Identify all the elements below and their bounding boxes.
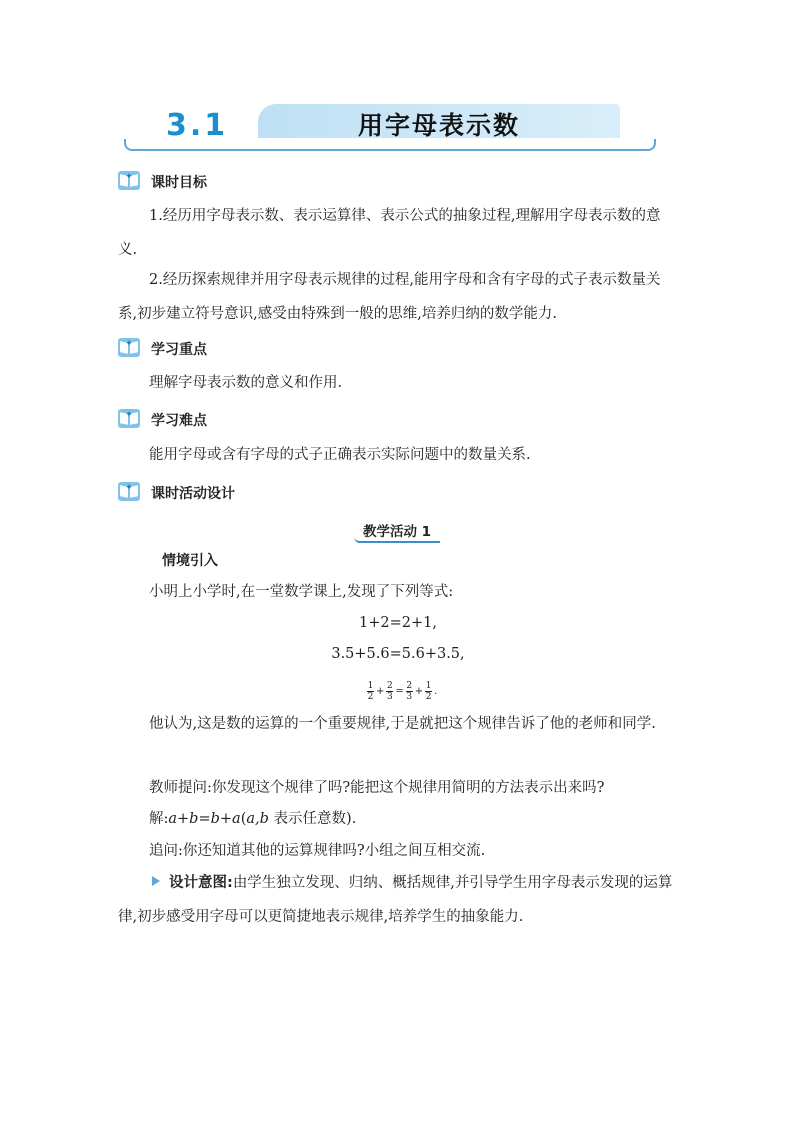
solution-formula: a+b=b+a — [168, 811, 241, 827]
section-difficulties-label: 学习难点 — [151, 413, 207, 429]
follow-up-question: 追问:你还知道其他的运算规律吗?小组之间互相交流. — [149, 843, 486, 859]
section-goals-label: 课时目标 — [151, 175, 207, 191]
section-activity-design-label: 课时活动设计 — [151, 486, 235, 502]
fraction: $\frac{2}{3}$ — [406, 680, 413, 702]
design-intent-label: 设计意图: — [169, 875, 233, 891]
equation-2: 3.5+5.6=5.6+3.5, — [331, 646, 465, 662]
goal-2: 2.经历探索规律并用字母表示规律的过程,能用字母和含有字母的式子表示数量关系,初步建立符号意识,感受由特殊到一般的思维,培养归纳的数学能力. — [118, 272, 661, 322]
fraction: $\frac{1}{2}$ — [425, 680, 432, 702]
equation-3: $\frac{1}{2}$ + $\frac{2}{3}$ = $\frac{2}{3}$ + $\frac{1}{2}$ . — [367, 680, 438, 702]
design-intent — [118, 866, 678, 934]
key-points-text: 理解字母表示数的意义和作用. — [149, 375, 343, 391]
solution: 解:a+b=b+a(a,b 表示任意数). — [149, 811, 357, 827]
goal-1: 1.经历用字母表示数、表示运算律、表示公式的抽象过程,理解用字母表示数的意义. — [118, 208, 661, 258]
intro-text: 小明上小学时,在一堂数学课上,发现了下列等式: — [149, 584, 454, 600]
equation-1: 1+2=2+1, — [359, 615, 437, 631]
book-icon: ✦ — [118, 482, 140, 501]
difficulties-text: 能用字母或含有字母的式子正确表示实际问题中的数量关系. — [149, 447, 531, 463]
student-reflection: 他认为,这是数的运算的一个重要规律,于是就把这个规律告诉了他的老师和同学. — [149, 716, 656, 732]
activity-subheading: 情境引入 — [162, 553, 218, 569]
solution-vars: a,b — [246, 811, 269, 827]
teacher-question: 教师提问:你发现这个规律了吗?能把这个规律用简明的方法表示出来吗? — [149, 780, 605, 796]
section-key-points-label: 学习重点 — [151, 342, 207, 358]
chapter-header — [118, 100, 656, 156]
book-icon: ✦ — [118, 171, 140, 190]
book-icon: ✦ — [118, 338, 140, 357]
fraction: $\frac{2}{3}$ — [387, 680, 393, 702]
activity-badge: 教学活动 1 — [354, 520, 440, 543]
chapter-number: 3.1 — [166, 108, 229, 143]
chapter-title: 用字母表示数 — [357, 111, 520, 140]
design-intent-text: 由学生独立发现、归纳、概括规律,并引导学生用字母表示发现的运算律,初步感受用字母可以更简捷地表示规律,培养学生的抽象能力. — [118, 875, 673, 925]
fraction: $\frac{1}{2}$ — [367, 680, 374, 702]
book-icon: ✦ — [118, 409, 140, 428]
